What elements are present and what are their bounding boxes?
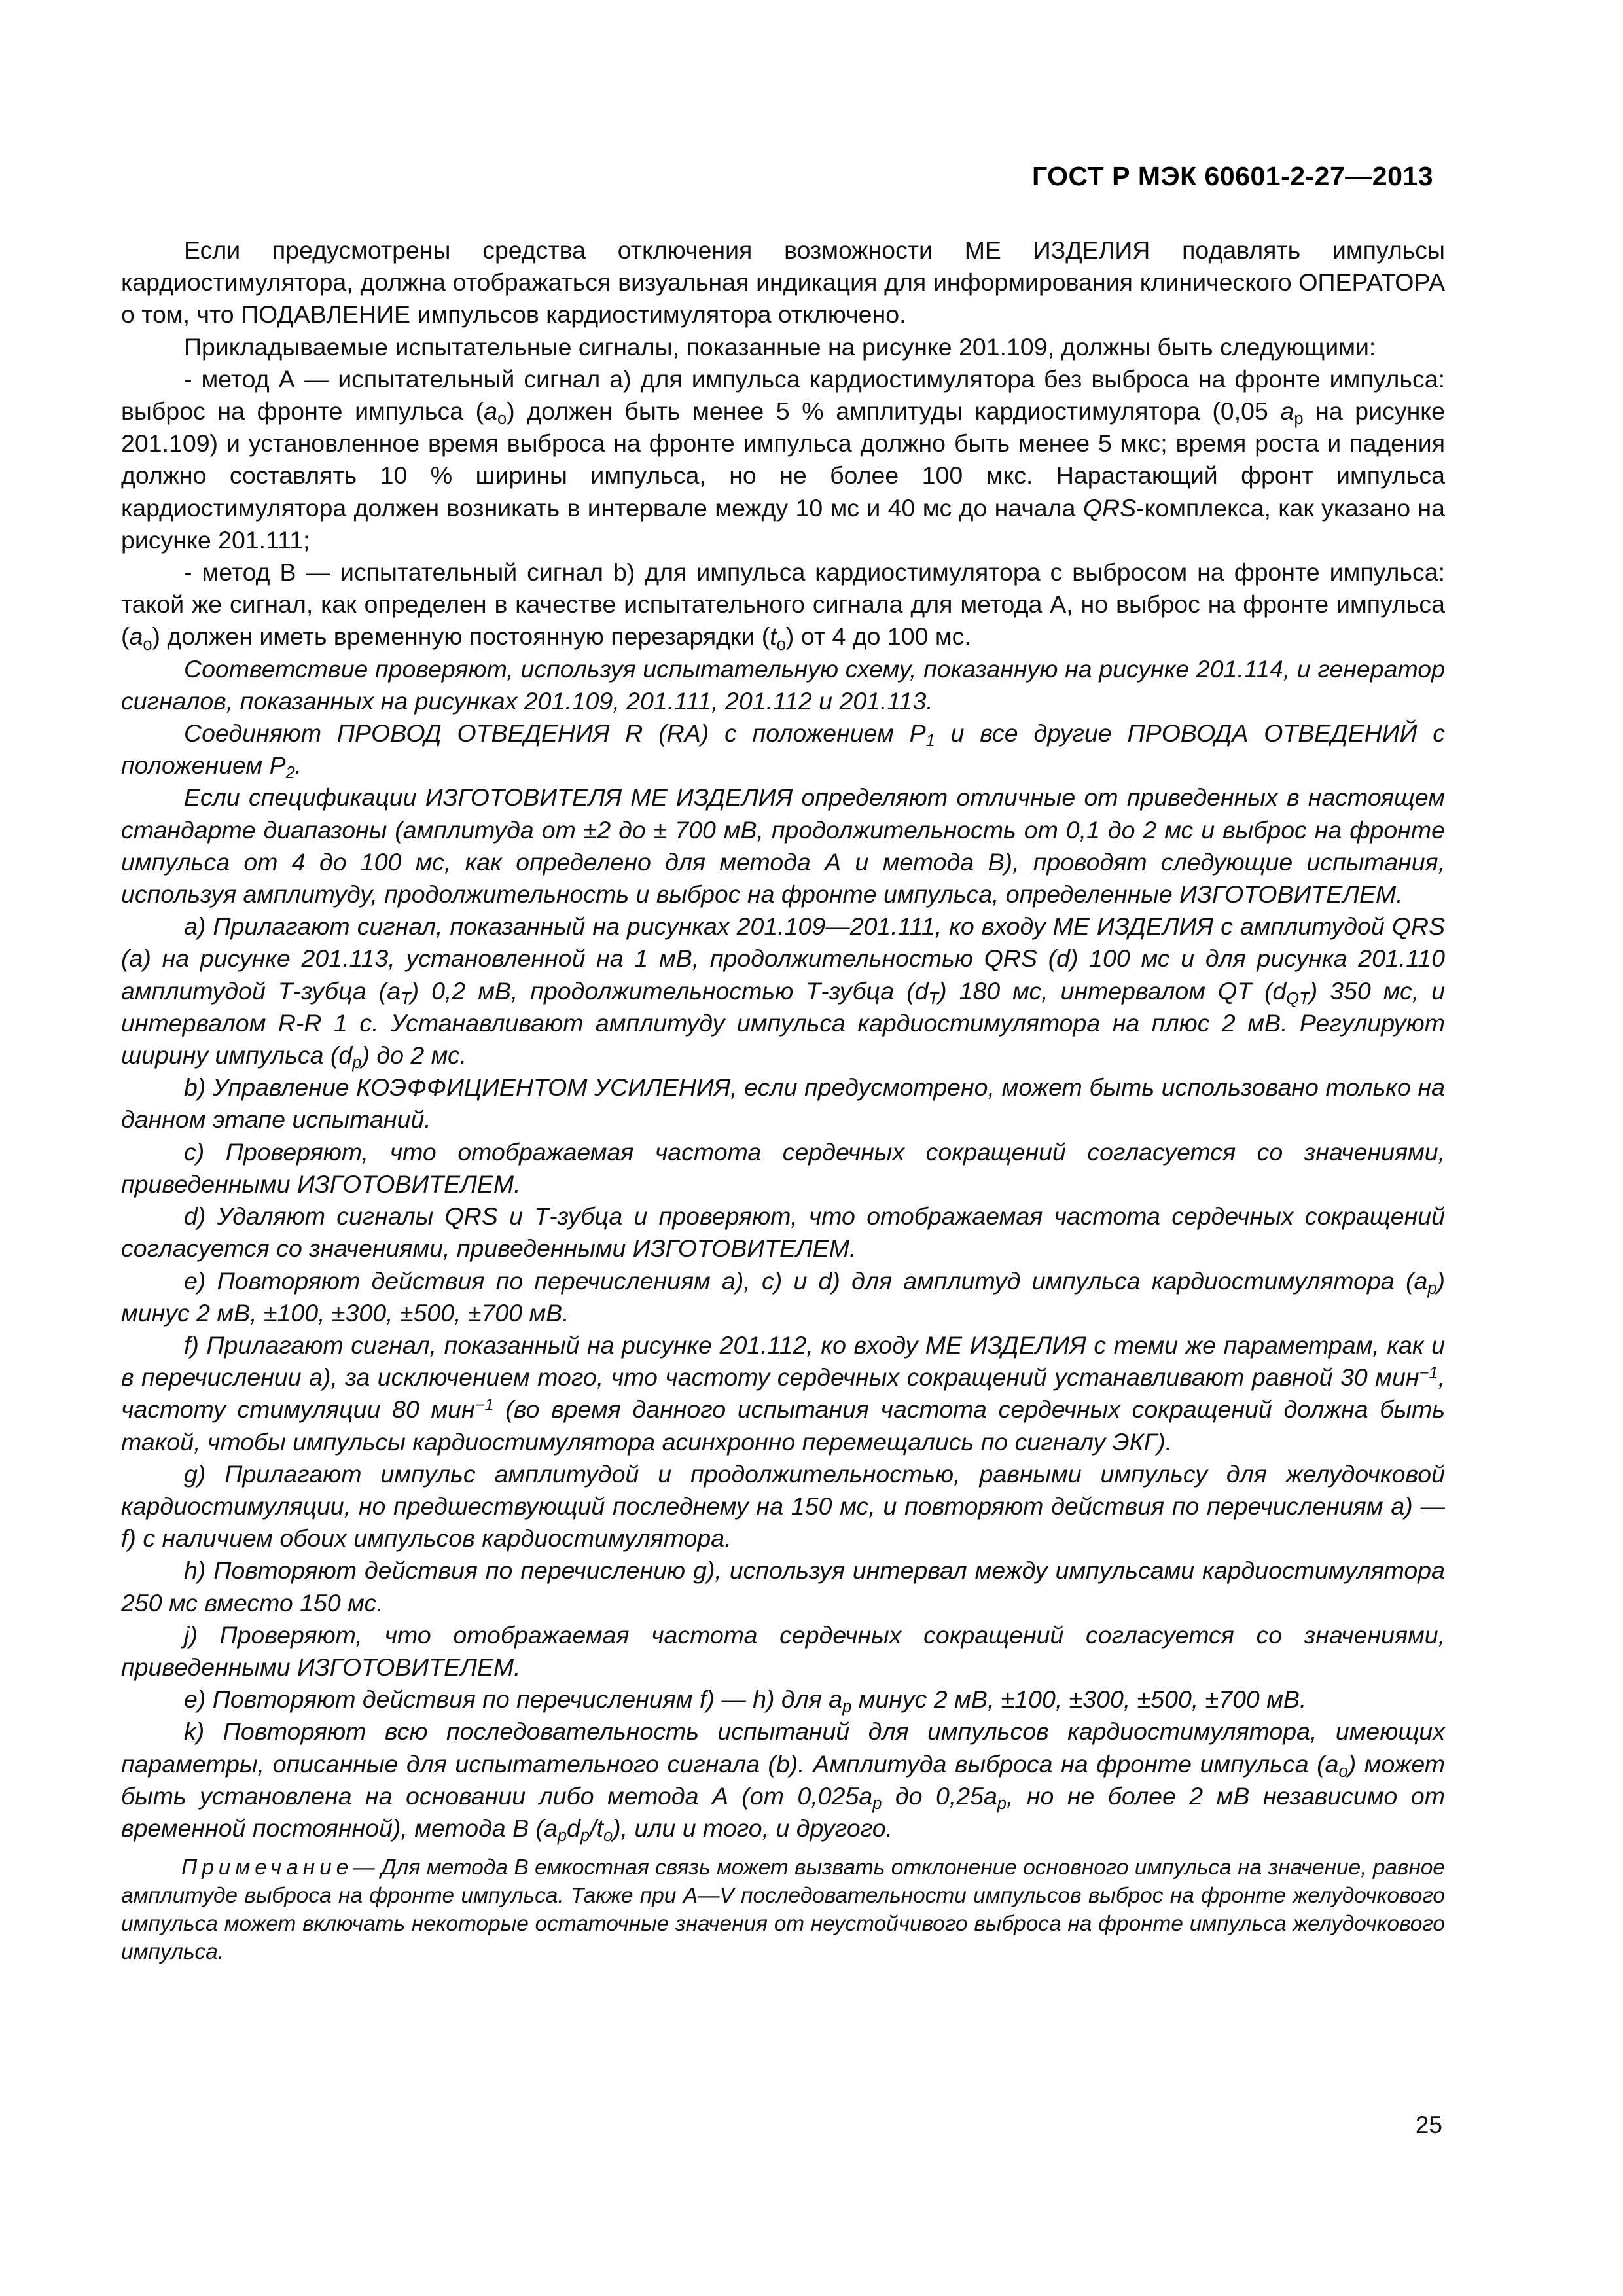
subscript-t: T — [401, 989, 411, 1008]
document-header: ГОСТ Р МЭК 60601-2-27—2013 — [1031, 161, 1433, 191]
symbol-a: a — [387, 977, 401, 1005]
text-segment: ) от 4 до 100 мс. — [785, 622, 971, 651]
text-segment: ) должен иметь временную постоянную перезарядки ( — [152, 622, 770, 651]
symbol-a: a — [544, 1814, 558, 1842]
paragraph-method-a — [121, 363, 1445, 556]
text-segment: и все другие ПРОВОДА ОТВЕДЕНИЙ с положением — [121, 719, 1446, 780]
list-item-f — [121, 1329, 1445, 1458]
text-segment: e) Повторяют действия по перечислениям а), c) и d) для амплитуд импульса кардиостимулятора ( — [184, 1266, 1414, 1295]
list-item-c: c) Проверяют, что отображаемая частота сердечных сокращений согласуется со значениями, приведенными ИЗГОТОВИТЕЛЕМ. — [121, 1138, 1445, 1198]
subscript-o: o — [143, 635, 152, 654]
text-segment: , но не более 2 мВ независимо от временной постоянной), метода В ( — [121, 1782, 1445, 1842]
list-item-b: b) Управление КОЭФФИЦИЕНТОМ УСИЛЕНИЯ, если предусмотрено, может быть использовано только на данном этапе испытаний. — [121, 1073, 1445, 1134]
subscript-o: o — [603, 1827, 613, 1846]
symbol-a: a — [1280, 397, 1294, 425]
note — [121, 1854, 1445, 1966]
symbol-t: t — [770, 622, 777, 651]
list-item-a — [121, 910, 1445, 1071]
text-segment: -комплекса, как указано на рисунке 201.111; — [121, 493, 1445, 554]
list-item-j: j) Проверяют, что отображаемая частота сердечных сокращений согласуется со значениями, приведенными ИЗГОТОВИТЕЛЕМ. — [121, 1621, 1445, 1681]
text-segment: ) 0,2 мВ, продолжительностью Т-зубца ( — [410, 977, 915, 1005]
subscript-p: p — [352, 1054, 362, 1073]
text-segment: (во время данного испытания частота сердечных сокращений должна быть такой, чтобы импульсы кардиостимулятора асинхронно перемещались по сигналу ЭКГ). — [121, 1395, 1446, 1456]
subscript-p: p — [1294, 410, 1304, 429]
paragraph-compliance-check: Соответствие проверяют, используя испытательную схему, показанную на рисунке 201.114, и генератор сигналов, показанных на рисунках 201.109, 201.111, 201.112 и 201.113. — [121, 655, 1445, 715]
text-segment: e) Повторяют действия по перечислениям f) — h) для а — [184, 1685, 843, 1713]
symbol-a: a — [859, 1782, 873, 1810]
text-segment: k) Повторяют всю последовательность испытаний для импульсов кардиостимулятора, имеющих параметры, описанные для испытательного сигнала (b). Амплитуда выброса на фронте импульса ( — [121, 1717, 1445, 1778]
text-segment: ) до 2 мс. — [361, 1041, 467, 1069]
document-body — [121, 234, 1445, 1966]
subscript-1: 1 — [925, 732, 935, 751]
paragraph-method-b — [121, 556, 1445, 653]
subscript-p: p — [872, 1794, 882, 1813]
text-segment: до 0,25 — [882, 1782, 984, 1810]
symbol-d: d — [914, 977, 929, 1005]
symbol-a: a — [129, 622, 143, 651]
list-item-k — [121, 1715, 1445, 1844]
text-segment: на рисунке 201.109) и установленное время выброса на фронте импульса должно быть менее 5 мкс; время роста и падения должно составлять 10 % ширины импульса, но не более 100 мкс. Нарастающий фронт импульса кардиостимулятора должен возникать в интервале между 10 мс и 40 мс до начала — [121, 397, 1445, 522]
subscript-2: 2 — [285, 764, 295, 783]
symbol-a: a — [1325, 1749, 1339, 1778]
subscript-p: p — [1427, 1279, 1437, 1298]
superscript-minus-one: −1 — [1419, 1363, 1438, 1382]
text-segment: ), или и того, и другого. — [613, 1814, 893, 1842]
subscript-o: o — [497, 410, 507, 429]
symbol-qrs: QRS — [1082, 493, 1137, 522]
text-segment: . — [294, 751, 302, 780]
symbol-slash: / — [590, 1814, 597, 1842]
paragraph-manufacturer-ranges: Если спецификации ИЗГОТОВИТЕЛЯ МЕ ИЗДЕЛИЯ определяют отличные от приведенных в настоящем стандарте диапазоны (амплитуда от ±2 до ± 700 мВ, продолжительность от 0,1 до 2 мс и выброс на фронте импульса от 4 до 100 мс, как определено для метода А и метода В), проводят следующие испытания, используя амплитуду, продолжительность и выброс на фронте импульса, определенные ИЗГОТОВИТЕЛЕМ. — [121, 783, 1445, 908]
list-item-d: d) Удаляют сигналы QRS и Т-зубца и проверяют, что отображаемая частота сердечных сокращений согласуется со значениями, приведенными ИЗГОТОВИТЕЛЕМ. — [121, 1202, 1445, 1263]
subscript-p: p — [842, 1698, 852, 1717]
note-text: — Для метода В емкостная связь может вызвать отклонение основного импульса на значение, равное амплитуде выброса на фронте импульса. Также при А—V последовательности импульсов выброс на фронте желудочкового импульса может включать некоторые остаточные значения от неустойчивого выброса на фронте импульса желудочкового импульса. — [121, 1856, 1445, 1965]
paragraph-test-signals-intro: Прикладываемые испытательные сигналы, показанные на рисунке 201.109, должны быть следующими: — [184, 332, 1376, 361]
subscript-o: o — [1338, 1762, 1348, 1781]
page-number: 25 — [1415, 2111, 1442, 2138]
text-segment: ) может быть установлена на основании либо метода А (от 0,025 — [121, 1749, 1445, 1810]
text-segment: - метод В — испытательный сигнал b) для импульса кардиостимулятора с выбросом на фронте импульса: такой же сигнал, как определен в качестве испытательного сигнала для метода А, но выброс на фронте импульса ( — [121, 558, 1445, 651]
subscript-p: p — [580, 1827, 590, 1846]
text-segment: - метод А — испытательный сигнал а) для импульса кардиостимулятора без выброса на фронте импульса: выброс на фронте импульса ( — [121, 365, 1445, 425]
subscript-p: p — [557, 1827, 567, 1846]
list-item-e-repeat — [121, 1683, 1445, 1715]
subscript-o: o — [776, 635, 786, 654]
list-item-h: h) Повторяют действия по перечислению g), используя интервал между импульсами кардиостимулятора 250 мс вместо 150 мс. — [121, 1556, 1445, 1617]
symbol-a: a — [484, 397, 498, 425]
symbol-d: d — [567, 1814, 580, 1842]
text-segment: ) минус 2 мВ, ±100, ±300, ±500, ±700 мВ. — [121, 1266, 1445, 1327]
superscript-minus-one: −1 — [474, 1395, 494, 1414]
paragraph-lead-connection — [121, 717, 1445, 781]
subscript-t: T — [928, 989, 939, 1008]
note-label: Примечание — [181, 1856, 353, 1880]
symbol-d: d — [338, 1041, 353, 1069]
text-segment: ) должен быть менее 5 % амплитуды кардиостимулятора (0,05 — [507, 397, 1281, 425]
subscript-p: p — [997, 1794, 1007, 1813]
symbol-a: a — [983, 1782, 997, 1810]
symbol-a: a — [1414, 1266, 1428, 1295]
text-segment: ) 180 мс, интервалом QT ( — [938, 977, 1273, 1005]
text-segment: f) Прилагают сигнал, показанный на рисунке 201.112, ко входу МЕ ИЗДЕЛИЯ с теми же параметрам, как и в перечислении а), за исключением того, что частоту сердечных сокращений устанавливают равной 30 мин — [121, 1331, 1445, 1391]
text-segment: ) 350 мс, и интервалом R-R 1 с. Устанавливают амплитуду импульса кардиостимулятора на плюс 2 мВ. Регулируют ширину импульса ( — [121, 977, 1445, 1069]
text-segment: a) Прилагают сигнал, показанный на рисунках 201.109—201.111, ко входу МЕ ИЗДЕЛИЯ с амплитудой QRS (a) на рисунке 201.113, установленной на 1 мВ, продолжительностью QRS (d) 100 мс и для рисунка 201.110 амплитудой Т-зубца ( — [121, 912, 1445, 1005]
subscript-qt: QT — [1286, 989, 1310, 1008]
symbol-p: P — [269, 751, 286, 780]
symbol-p: P — [909, 719, 926, 747]
paragraph-suppression-indication: Если предусмотрены средства отключения возможности МЕ ИЗДЕЛИЯ подавлять импульсы кардиостимулятора, должна отображаться визуальная индикация для информирования клинического ОПЕРАТОРА о том, что ПОДАВЛЕНИЕ импульсов кардиостимулятора отключено. — [121, 236, 1445, 329]
symbol-d: d — [1272, 977, 1287, 1005]
symbol-t: t — [596, 1814, 603, 1842]
text-segment: минус 2 мВ, ±100, ±300, ±500, ±700 мВ. — [851, 1685, 1307, 1713]
list-item-g: g) Прилагают импульс амплитудой и продолжительностью, равными импульсу для желудочковой кардиостимуляции, но предшествующий последнему на 150 мс, и повторяют действия по перечислениям а) — f) с наличием обоих импульсов кардиостимулятора. — [121, 1460, 1445, 1552]
list-item-e — [121, 1265, 1445, 1329]
text-segment: Соединяют ПРОВОД ОТВЕДЕНИЯ R (RA) с положением — [184, 719, 910, 747]
text-segment: , частоту стимуляции 80 мин — [121, 1363, 1445, 1424]
